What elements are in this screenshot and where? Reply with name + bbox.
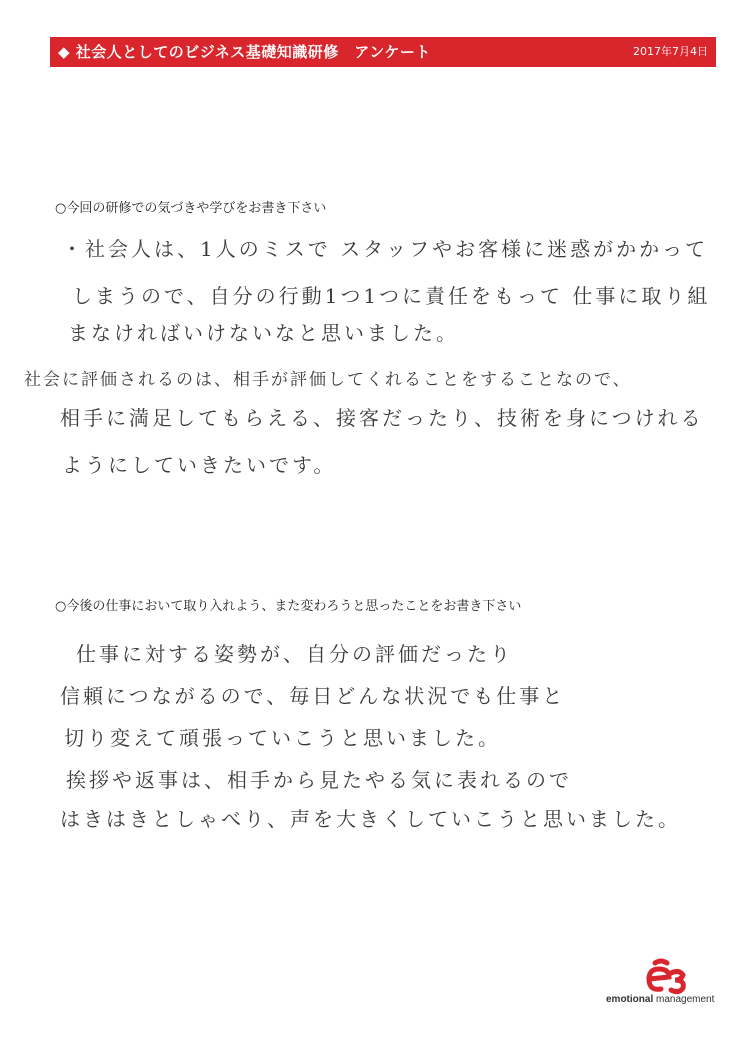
- answer-1-line-1: ・社会人は、1人のミスで スタッフやお客様に迷惑がかかって: [62, 237, 709, 261]
- answer-1-line-6: ようにしていきたいです。: [62, 453, 337, 477]
- answer-2-line-4: 挨拶や返事は、相手から見たやる気に表れるので: [66, 768, 572, 792]
- survey-title: ◆ 社会人としてのビジネス基礎知識研修 アンケート: [58, 43, 431, 61]
- answer-1-line-3: まなければいけないなと思いました。: [68, 321, 459, 345]
- survey-date: 2017年7月4日: [633, 45, 708, 58]
- header-bar: [50, 37, 716, 67]
- answer-1-line-5: 相手に満足してもらえる、接客だったり、技術を身につけれる: [60, 406, 704, 430]
- answer-1-line-2: しまうので、自分の行動1つ1つに責任をもって 仕事に取り組: [72, 284, 711, 308]
- answer-2-line-3: 切り変えて頑張っていこうと思いました。: [64, 726, 501, 750]
- answer-2-line-2: 信頼につながるので、毎日どんな状況でも仕事と: [60, 684, 566, 708]
- question-1-label: ○今回の研修での気づきや学びをお書き下さい: [55, 201, 327, 216]
- answer-2-line-5: はきはきとしゃべり、声を大きくしていこうと思いました。: [60, 807, 681, 831]
- question-2-label: ○今後の仕事において取り入れよう、また変わろうと思ったことをお書き下さい: [55, 599, 522, 614]
- answer-2-line-1: 仕事に対する姿勢が、自分の評価だったり: [76, 642, 513, 666]
- answer-1-line-4: 社会に評価されるのは、相手が評価してくれることをすることなので、: [24, 370, 632, 390]
- logo-text: emotional management: [606, 994, 715, 1005]
